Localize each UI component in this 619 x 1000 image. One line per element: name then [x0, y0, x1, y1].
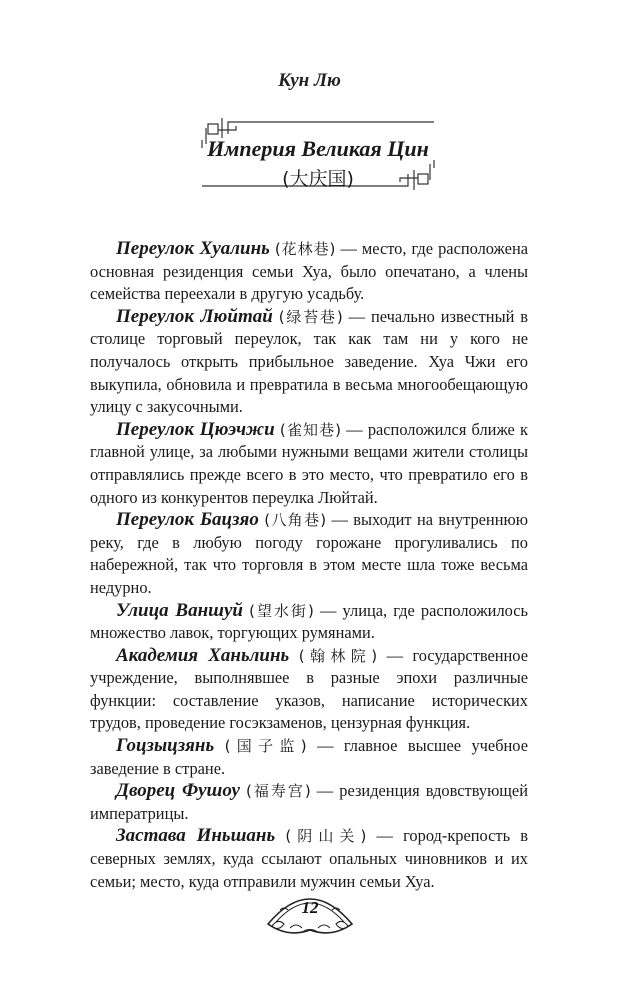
entry-term: Переулок Цюэчжи [116, 418, 275, 440]
glossary-entry [90, 780, 528, 825]
entry-term: Переулок Хуалинь [116, 238, 270, 259]
entry-hanzi: (阴山关) [285, 827, 367, 846]
entry-hanzi: (花林巷) [274, 240, 336, 258]
entry-term: Гоцзыцзянь [116, 735, 215, 757]
entry-text: — выходит на внутреннюю реку, где в любую погоду горожане прогуливались по набережной, так что торговля в этом месте шла тоже весьма недурно. [90, 510, 528, 597]
entry-hanzi: (国子监) [224, 737, 307, 756]
section-title-block [198, 118, 438, 190]
section-title: Империя Великая Цин [207, 136, 429, 161]
glossary-entry [90, 735, 528, 780]
entry-text: — улица, где расположилось множество лавок, торгующих румянами. [90, 600, 528, 643]
entry-text: — главное высшее учебное заведение в стране. [90, 736, 528, 778]
glossary-entry [90, 645, 528, 735]
entry-text: — государственное учреждение, выполнявшее в разные эпохи различные функции: составление указов, написание исторических трудов, проведение госэкзаменов, цензурная функция. [90, 645, 528, 733]
glossary-entries [90, 238, 528, 893]
entry-text: — печально известный в столице торговый переулок, так как там ни у кого не получалось открыть прибыльное заведение. Хуа Чжи его выкупила, обновила и превратила в весьма многообещающую улицу с закусочными. [90, 306, 528, 417]
entry-term: Переулок Люйтай [116, 305, 273, 327]
entry-text: — город-крепость в северных землях, куда ссылают опальных чиновников и их семьи; место, куда отправили мужчин семьи Хуа. [90, 826, 528, 891]
entry-text: — резиденция вдовствующей императрицы. [90, 781, 528, 823]
glossary-entry [90, 306, 528, 419]
page-number-ornament [262, 880, 358, 942]
entry-hanzi: (绿苔巷) [278, 307, 343, 326]
entry-hanzi: (翰林院) [298, 646, 378, 665]
entry-hanzi: (福寿宫) [246, 782, 311, 801]
entry-term: Дворец Фушоу [116, 780, 240, 802]
glossary-entry [90, 238, 528, 306]
page-number: 12 [301, 898, 319, 917]
entry-text: — расположился ближе к главной улице, за любыми нужными вещами жители столицы отправлялись прежде всего в это место, что превратило его в одного из конкурентов переулка Люйтай. [90, 419, 528, 507]
entry-term: Академия Ханьлинь [116, 644, 290, 666]
entry-hanzi: (望水街) [249, 601, 314, 620]
running-head: Кун Лю [278, 70, 341, 91]
entry-term: Застава Иньшань [116, 825, 276, 847]
glossary-entry [90, 419, 528, 509]
glossary-entry [90, 509, 528, 599]
entry-hanzi: (雀知巷) [279, 420, 342, 439]
section-subtitle: (大庆国) [282, 168, 354, 190]
entry-term: Переулок Бацзяо [116, 509, 259, 531]
entry-text: — место, где расположена основная резиденция семьи Хуа, было опечатано, а члены семейства переехали в другую усадьбу. [90, 239, 528, 304]
entry-term: Улица Ваншуй [116, 599, 243, 621]
entry-hanzi: (八角巷) [264, 511, 327, 530]
glossary-entry [90, 600, 528, 645]
